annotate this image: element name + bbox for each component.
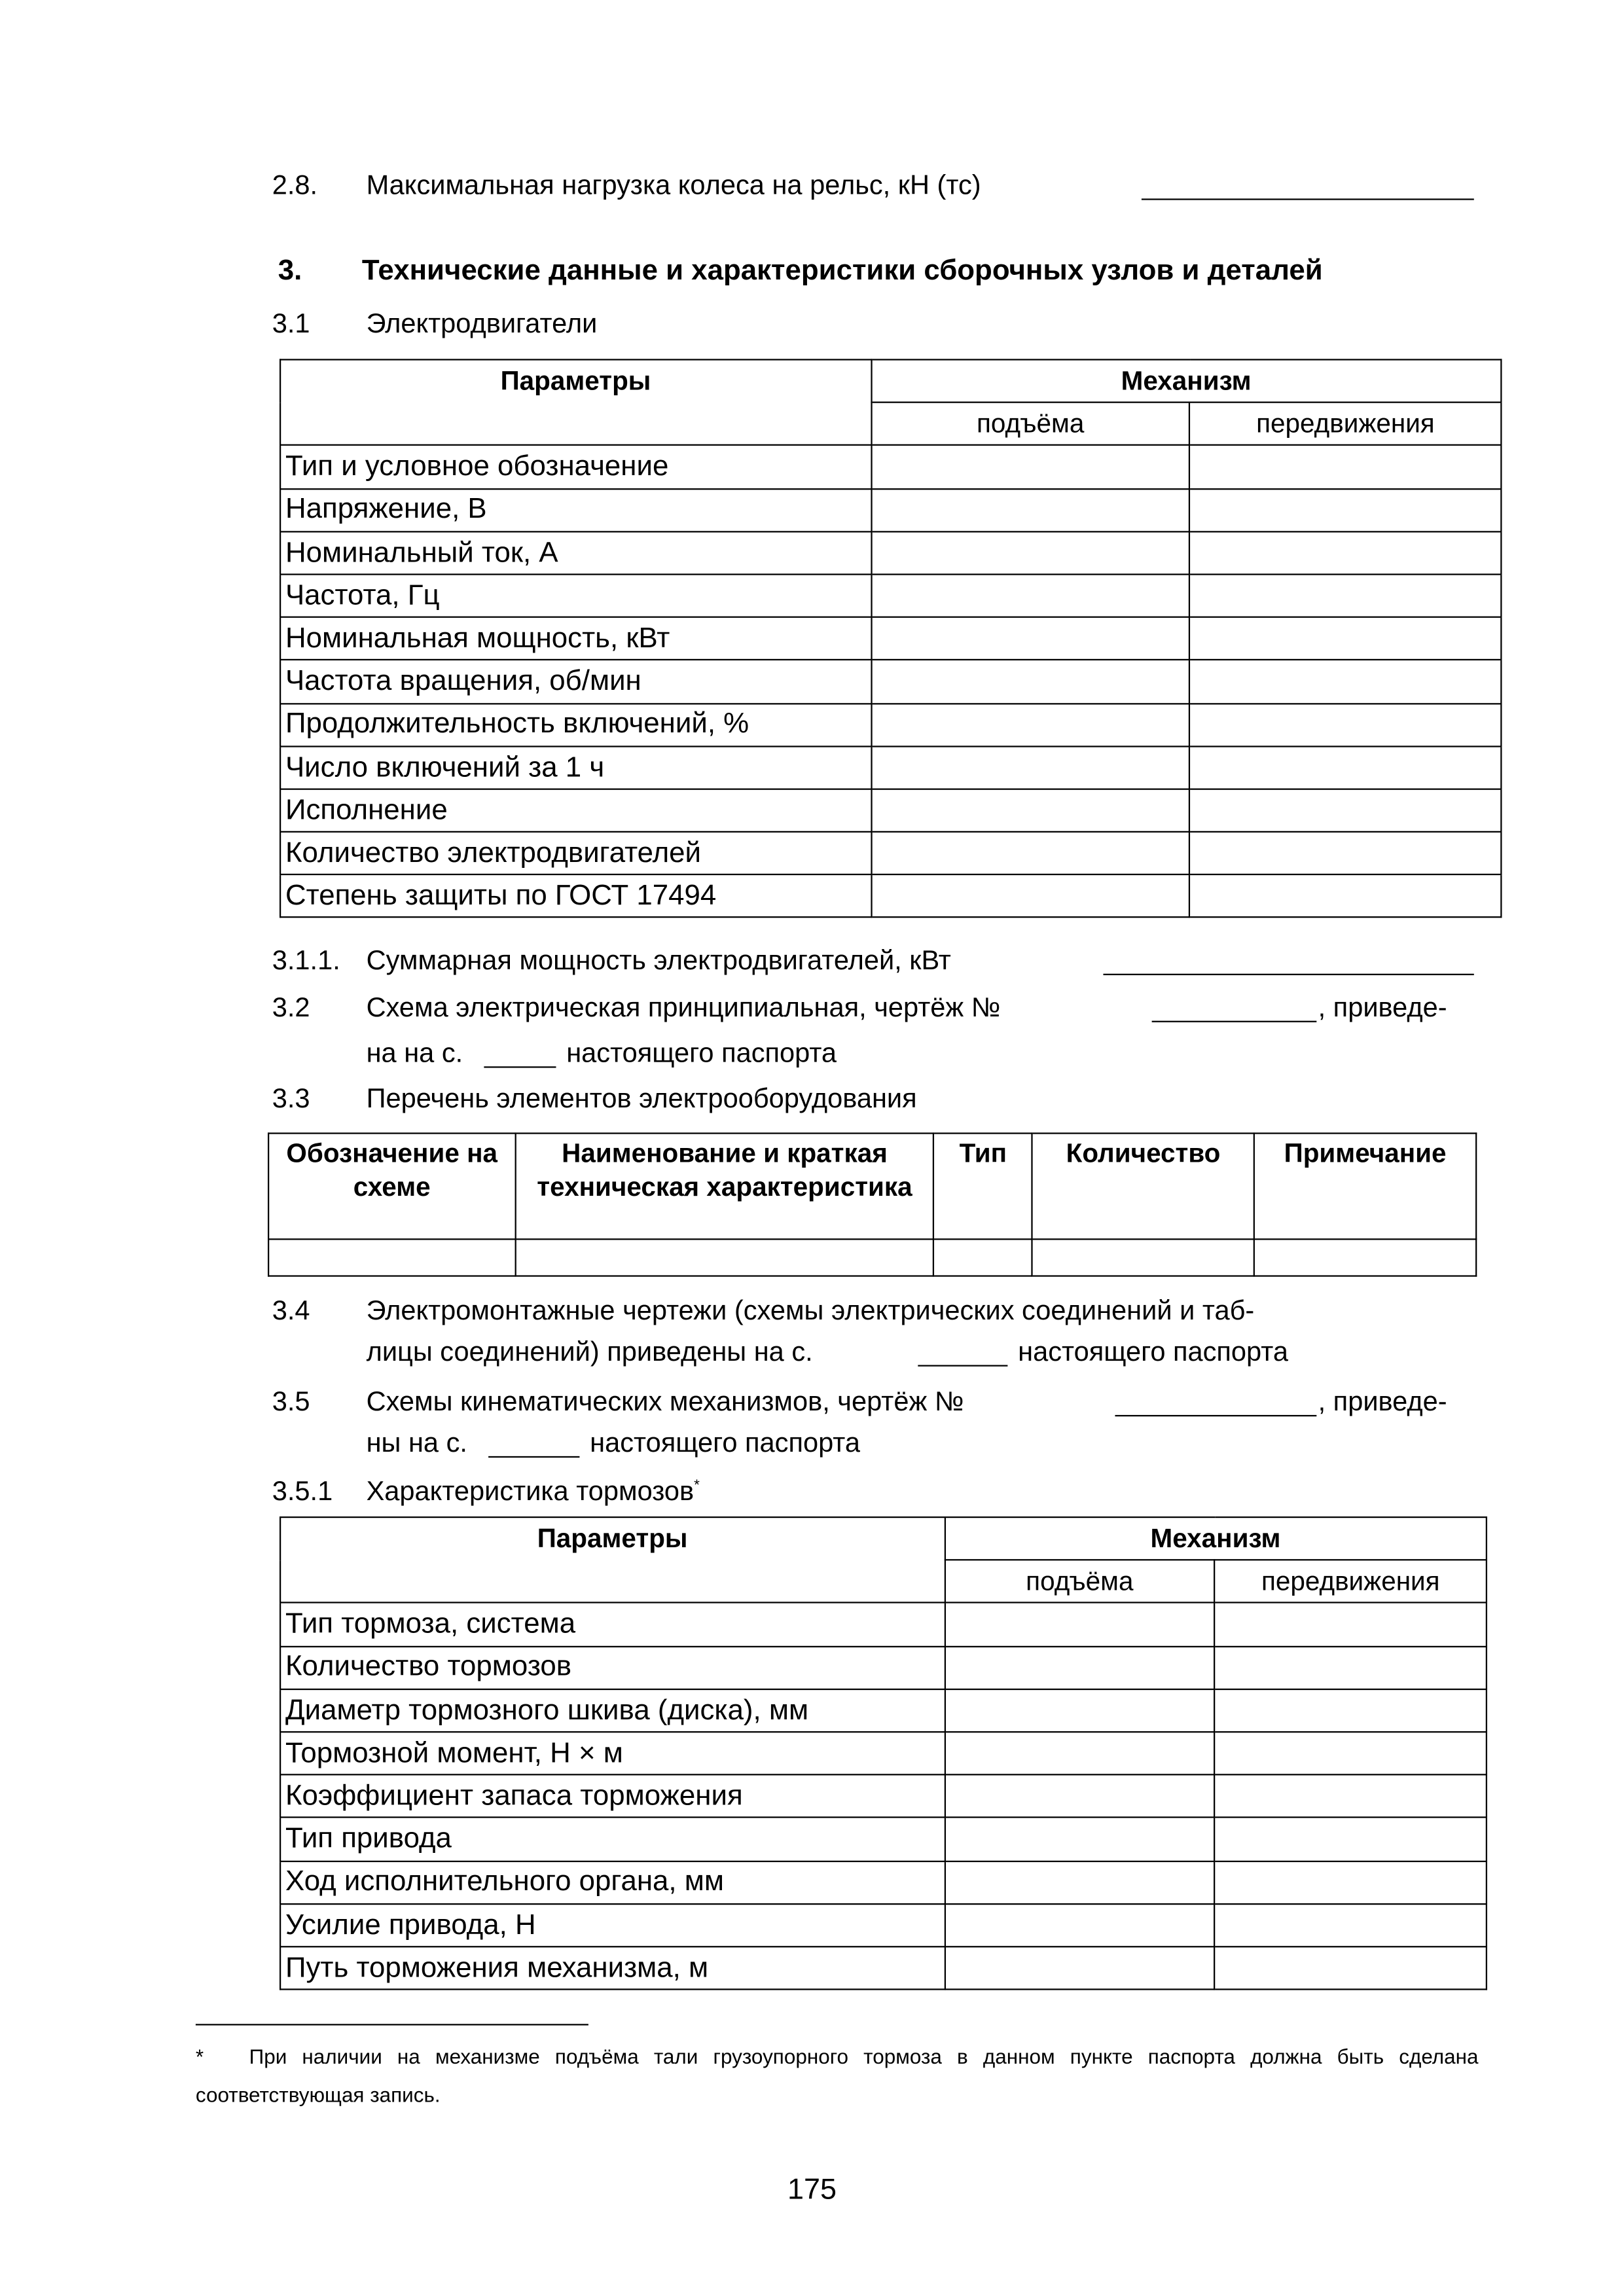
- item-3-4-line2-end: настоящего паспорта: [1018, 1335, 1288, 1367]
- row-label: Номинальный ток, А: [280, 531, 871, 575]
- item-3-2-line1: Схема электрическая принципиальная, чертёж №: [366, 991, 1001, 1022]
- row-label: Число включений за 1 ч: [280, 746, 871, 789]
- row-label: Диаметр тормозного шкива (диска), мм: [280, 1689, 945, 1732]
- cell-travel[interactable]: [1190, 703, 1502, 746]
- item-3-3-number: 3.3: [272, 1083, 310, 1114]
- table-row: [280, 746, 1501, 789]
- cell-lift[interactable]: [945, 1861, 1215, 1904]
- footnote-divider: [196, 2024, 588, 2025]
- row-label: Частота, Гц: [280, 574, 871, 617]
- cell-travel[interactable]: [1190, 832, 1502, 875]
- table-row: [280, 1775, 1487, 1818]
- cell-lift[interactable]: [945, 1603, 1215, 1646]
- item-3-1-1-blank[interactable]: [1103, 949, 1473, 975]
- row-label: Тормозной момент, Н × м: [280, 1732, 945, 1775]
- cell-lift[interactable]: [871, 446, 1190, 489]
- cell-lift[interactable]: [945, 1775, 1215, 1818]
- cell-travel[interactable]: [1190, 531, 1502, 575]
- item-2-8-text: Максимальная нагрузка колеса на рельс, кН (тс): [366, 169, 981, 200]
- item-3-3-text: Перечень элементов электрооборудования: [366, 1083, 917, 1114]
- table-row: [268, 1239, 1476, 1276]
- item-3-4-line2: лицы соединений) приведены на с.: [366, 1335, 813, 1367]
- row-label: Путь торможения механизма, м: [280, 1946, 945, 1990]
- cell-travel[interactable]: [1190, 617, 1502, 660]
- cell-travel[interactable]: [1190, 789, 1502, 832]
- motors-mechanism-header: Механизм: [871, 359, 1501, 403]
- cell-designation[interactable]: [268, 1239, 515, 1276]
- row-label: Напряжение, В: [280, 488, 871, 531]
- cell-lift[interactable]: [871, 617, 1190, 660]
- footnote-text: При наличии на механизме подъёма тали грузоупорного тормоза в данном пункте паспорта должна быть сделана соответствующая запись.: [195, 2044, 1479, 2106]
- cell-travel[interactable]: [1215, 1646, 1487, 1689]
- row-label: Тип и условное обозначение: [280, 446, 871, 489]
- table-row: [280, 660, 1501, 704]
- item-3-2-line2: на на с.: [366, 1037, 463, 1068]
- item-3-5-1-number: 3.5.1: [272, 1475, 333, 1507]
- cell-travel[interactable]: [1215, 1818, 1487, 1861]
- table-row: [280, 1732, 1487, 1775]
- cell-note[interactable]: [1254, 1239, 1476, 1276]
- row-label: Тип привода: [280, 1818, 945, 1861]
- table-row: [280, 1861, 1487, 1904]
- item-3-5-line1: Схемы кинематических механизмов, чертёж №: [366, 1385, 964, 1417]
- row-label: Коэффициент запаса торможения: [280, 1775, 945, 1818]
- cell-travel[interactable]: [1190, 574, 1502, 617]
- item-3-5-line2-end: настоящего паспорта: [590, 1426, 861, 1458]
- table-row: [280, 617, 1501, 660]
- cell-lift[interactable]: [871, 531, 1190, 575]
- item-3-2-line2-end: настоящего паспорта: [566, 1037, 837, 1068]
- table-row: [280, 1903, 1487, 1946]
- table-row: [280, 531, 1501, 575]
- cell-lift[interactable]: [871, 574, 1190, 617]
- cell-travel[interactable]: [1190, 875, 1502, 918]
- cell-lift[interactable]: [871, 789, 1190, 832]
- table-row: [280, 789, 1501, 832]
- table-row: [280, 1689, 1487, 1732]
- cell-lift[interactable]: [871, 875, 1190, 918]
- cell-name[interactable]: [515, 1239, 933, 1276]
- table-row: [280, 1646, 1487, 1689]
- cell-lift[interactable]: [945, 1646, 1215, 1689]
- cell-travel[interactable]: [1215, 1603, 1487, 1646]
- table-row: [280, 875, 1501, 918]
- item-3-4-number: 3.4: [272, 1294, 310, 1325]
- table-row: [280, 574, 1501, 617]
- brakes-param-header: Параметры: [280, 1517, 945, 1603]
- cell-lift[interactable]: [871, 832, 1190, 875]
- table-row: [280, 488, 1501, 531]
- table-row: [280, 703, 1501, 746]
- table-row: [280, 832, 1501, 875]
- item-3-5-number: 3.5: [272, 1385, 310, 1417]
- item-2-8-blank[interactable]: [1142, 173, 1474, 200]
- footnote: [196, 2039, 1479, 2115]
- row-label: Количество электродвигателей: [280, 832, 871, 875]
- item-3-5-1-title: [367, 1474, 700, 1508]
- item-3-5-page-blank[interactable]: [488, 1431, 579, 1458]
- elements-col-name: Наименование и краткая техническая характеристика: [515, 1134, 933, 1240]
- cell-lift[interactable]: [871, 660, 1190, 704]
- cell-travel[interactable]: [1215, 1732, 1487, 1775]
- item-3-5-line2: ны на с.: [366, 1426, 467, 1458]
- item-3-5-line1-end: , приведе-: [1318, 1385, 1447, 1417]
- footnote-reference[interactable]: *: [694, 1478, 700, 1494]
- cell-type[interactable]: [934, 1239, 1032, 1276]
- motors-col-lift: подъёма: [871, 403, 1190, 446]
- cell-lift[interactable]: [945, 1732, 1215, 1775]
- footnote-marker: *: [195, 2044, 204, 2068]
- item-3-1-1-text: Суммарная мощность электродвигателей, кВт: [366, 944, 951, 975]
- row-label: Номинальная мощность, кВт: [280, 617, 871, 660]
- brakes-mechanism-header: Механизм: [945, 1517, 1487, 1560]
- row-label: Частота вращения, об/мин: [280, 660, 871, 704]
- cell-travel[interactable]: [1190, 746, 1502, 789]
- item-2-8-number: 2.8.: [272, 169, 318, 200]
- motors-col-travel: передвижения: [1190, 403, 1502, 446]
- cell-travel[interactable]: [1190, 660, 1502, 704]
- motors-table: [280, 359, 1502, 918]
- elements-col-note: Примечание: [1254, 1134, 1476, 1240]
- elements-col-type: Тип: [934, 1134, 1032, 1240]
- item-3-1-text: Электродвигатели: [366, 307, 598, 338]
- row-label: Количество тормозов: [280, 1646, 945, 1689]
- item-3-2-drawing-blank[interactable]: [1152, 996, 1317, 1022]
- cell-travel[interactable]: [1215, 1689, 1487, 1732]
- cell-lift[interactable]: [871, 703, 1190, 746]
- cell-lift[interactable]: [945, 1946, 1215, 1990]
- cell-lift[interactable]: [871, 746, 1190, 789]
- row-label: Степень защиты по ГОСТ 17494: [280, 875, 871, 918]
- cell-travel[interactable]: [1190, 446, 1502, 489]
- cell-travel[interactable]: [1215, 1775, 1487, 1818]
- table-row: [280, 1818, 1487, 1861]
- table-row: [280, 1946, 1487, 1990]
- item-3-4-page-blank[interactable]: [918, 1340, 1007, 1366]
- table-row: [280, 1603, 1487, 1646]
- row-label: Продолжительность включений, %: [280, 703, 871, 746]
- cell-lift[interactable]: [945, 1689, 1215, 1732]
- row-label: Тип тормоза, система: [280, 1603, 945, 1646]
- row-label: Ход исполнительного органа, мм: [280, 1861, 945, 1904]
- item-3-2-number: 3.2: [272, 991, 310, 1022]
- brakes-table: [280, 1516, 1487, 1990]
- item-3-4-line1: Электромонтажные чертежи (схемы электрических соединений и таб-: [366, 1294, 1255, 1325]
- cell-quantity[interactable]: [1032, 1239, 1254, 1276]
- cell-lift[interactable]: [945, 1818, 1215, 1861]
- item-3-1-1-number: 3.1.1.: [272, 944, 340, 975]
- brakes-col-travel: передвижения: [1215, 1560, 1487, 1604]
- cell-travel[interactable]: [1215, 1946, 1487, 1990]
- cell-travel[interactable]: [1215, 1903, 1487, 1946]
- item-3-1-number: 3.1: [272, 307, 310, 338]
- item-3-5-drawing-blank[interactable]: [1115, 1390, 1316, 1416]
- item-3-2-line1-end: , приведе-: [1318, 991, 1447, 1022]
- row-label: Усилие привода, Н: [280, 1903, 945, 1946]
- item-3-5-1-text: Характеристика тормозов: [366, 1475, 695, 1507]
- motors-param-header: Параметры: [280, 359, 871, 445]
- cell-lift[interactable]: [871, 488, 1190, 531]
- cell-travel[interactable]: [1215, 1861, 1487, 1904]
- elements-col-quantity: Количество: [1032, 1134, 1254, 1240]
- item-3-2-page-blank[interactable]: [484, 1041, 556, 1067]
- cell-lift[interactable]: [945, 1903, 1215, 1946]
- section-3-number: 3.: [278, 254, 302, 287]
- cell-travel[interactable]: [1190, 488, 1502, 531]
- page-number: 175: [787, 2174, 837, 2206]
- elements-table: [268, 1132, 1477, 1276]
- section-3-title: Технические данные и характеристики сборочных узлов и деталей: [361, 254, 1323, 287]
- elements-col-designation: Обозначение на схеме: [268, 1134, 515, 1240]
- brakes-col-lift: подъёма: [945, 1560, 1215, 1604]
- row-label: Исполнение: [280, 789, 871, 832]
- table-row: [280, 446, 1501, 489]
